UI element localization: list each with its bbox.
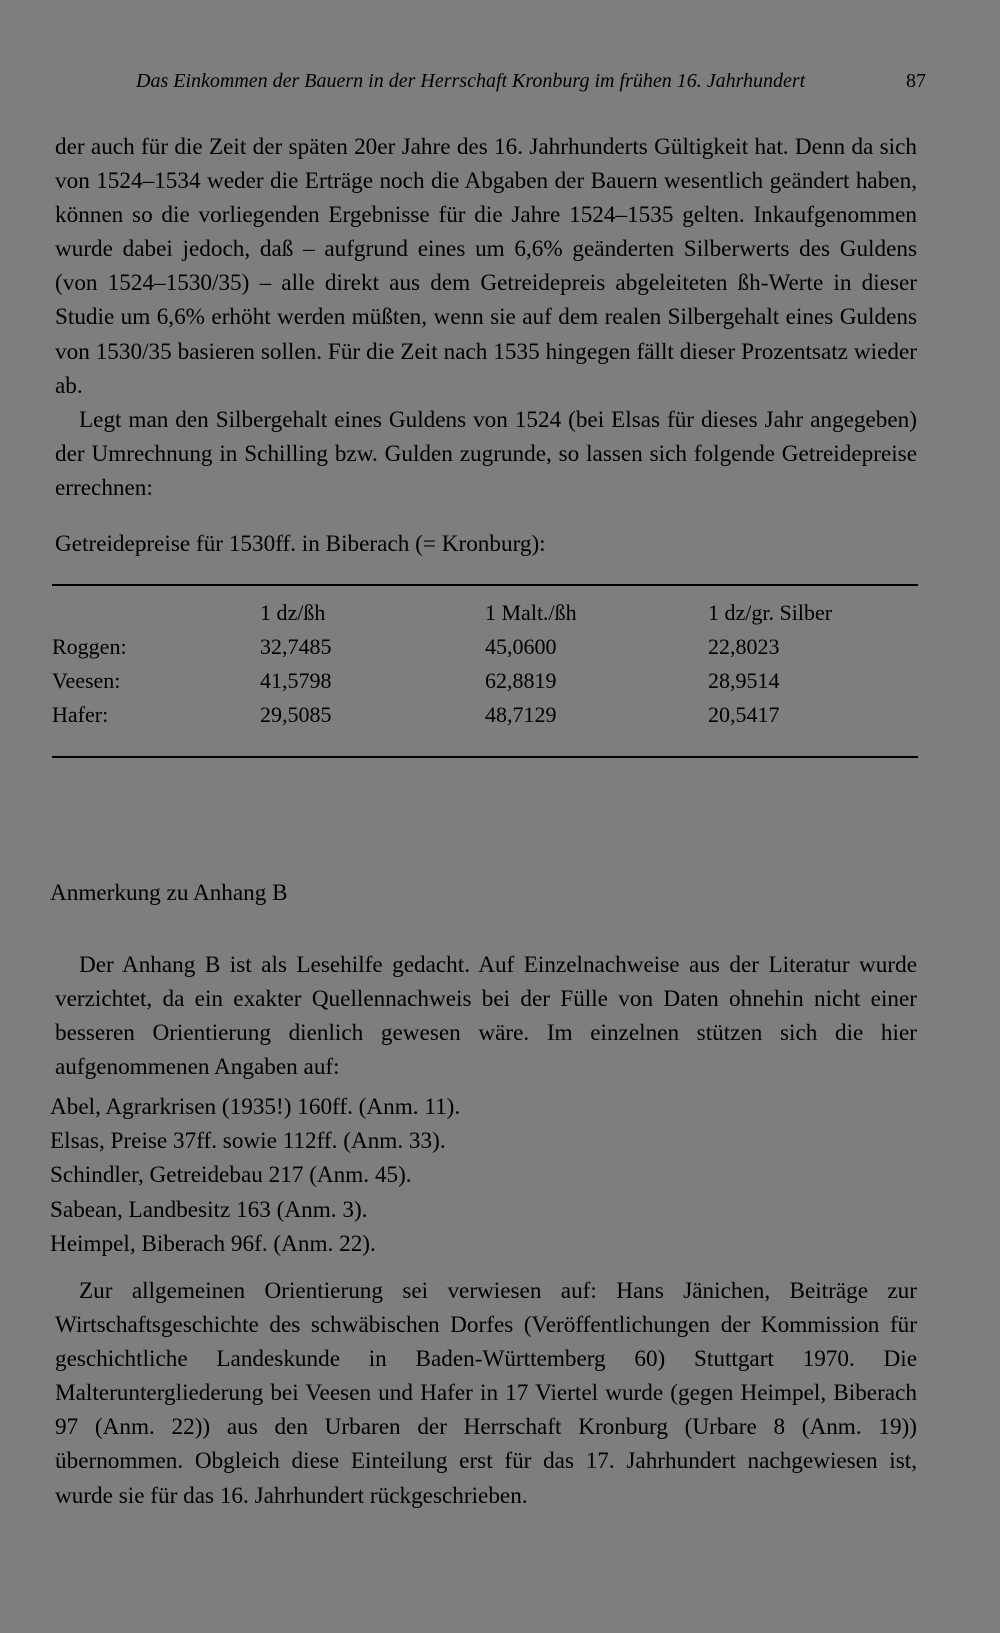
running-header [136,70,926,93]
table-cell: 32,7485 [260,634,332,659]
source-item: Sabean, Landbesitz 163 (Anm. 3). [50,1196,368,1223]
table-row [52,634,918,668]
table-top-rule [52,584,918,586]
row-label: Hafer: [52,702,109,727]
table-cell: 48,7129 [485,702,557,727]
body-text-top [55,130,917,505]
header-cell-malt-sh: 1 Malt./ßh [485,600,577,625]
row-label: Veesen: [52,668,121,693]
table-row [52,668,918,702]
closing-paragraph: Zur allgemeinen Orientierung sei verwiesen auf: Hans Jänichen, Beiträge zur Wirtschaftsgeschichte des schwäbischen Dorfes (Veröffentlichungen der Kommission für geschichtliche Landeskunde in Baden-Württemberg 60) Stuttgart 1970. Die Malteruntergliederung bei Veesen und Hafer in 17 Viertel wurde (gegen Heimpel, Biberach 97 (Anm. 22)) aus den Urbaren der Herrschaft Kronburg (Urbare 8 (Anm. 19)) übernommen. Obgleich diese Einteilung erst für das 17. Jahrhundert nachgewiesen ist, wurde sie für das 16. Jahrhundert rückgeschrieben. [55,1278,917,1509]
source-list [50,1090,460,1261]
header-cell-empty [52,600,260,634]
table-cell: 41,5798 [260,668,332,693]
table-cell: 45,0600 [485,634,557,659]
table-row [52,702,918,736]
paragraph-continuation: der auch für die Zeit der späten 20er Jahre des 16. Jahrhunderts Gültigkeit hat. Denn da sich von 1524–1534 weder die Erträge noch die Abgaben der Bauern wesentlich geändert haben, können so die vorliegenden Ergebnisse für die Jahre 1524–1535 gelten. Inkaufgenommen wurde dabei jedoch, daß – aufgrund eines um 6,6% geänderten Silberwerts des Guldens (von 1524–1530/35) – alle direkt aus dem Getreidepreis abgeleiteten ßh-Werte in dieser Studie um 6,6% erhöht werden müßten, wenn sie auf dem realen Silbergehalt eines Guldens von 1530/35 basieren sollen. Für die Zeit nach 1535 hingegen fällt dieser Prozentsatz wieder ab. [55,134,917,399]
row-label: Roggen: [52,634,127,659]
table-caption: Getreidepreise für 1530ff. in Biberach (= Kronburg): [55,531,546,557]
note-heading: Anmerkung zu Anhang B [50,880,288,906]
table-cell: 22,8023 [708,634,780,659]
table-cell: 62,8819 [485,668,557,693]
table-bottom-rule [52,756,918,758]
header-cell-dz-silver: 1 dz/gr. Silber [708,600,833,625]
table-cell: 29,5085 [260,702,332,727]
table-cell: 20,5417 [708,702,780,727]
running-title: Das Einkommen der Bauern in der Herrschaft Kronburg im frühen 16. Jahrhundert [136,70,806,92]
note-intro [55,948,917,1084]
note-closing [55,1274,917,1513]
paragraph-silver-content: Legt man den Silbergehalt eines Guldens von 1524 (bei Elsas für dieses Jahr angegeben) der Umrechnung in Schilling bzw. Gulden zugrunde, so lassen sich folgende Getreidepreise errechnen: [55,406,917,501]
page-number: 87 [906,70,926,92]
source-item: Schindler, Getreidebau 217 (Anm. 45). [50,1162,412,1189]
source-item: Elsas, Preise 37ff. sowie 112ff. (Anm. 33). [50,1128,446,1155]
source-item: Heimpel, Biberach 96f. (Anm. 22). [50,1230,376,1257]
header-cell-dz-sh: 1 dz/ßh [260,600,326,625]
table-header-row [52,600,918,634]
table-cell: 28,9514 [708,668,780,693]
source-item: Abel, Agrarkrisen (1935!) 160ff. (Anm. 11). [50,1094,461,1120]
note-intro-paragraph: Der Anhang B ist als Lesehilfe gedacht. Auf Einzelnachweise aus der Literatur wurde verzichtet, da ein exakter Quellennachweis bei der Fülle von Daten ohnehin nicht einer besseren Orientierung dienlich gewesen wäre. Im einzelnen stützen sich die hier aufgenommenen Angaben auf: [55,952,917,1081]
grain-price-table [52,600,918,736]
